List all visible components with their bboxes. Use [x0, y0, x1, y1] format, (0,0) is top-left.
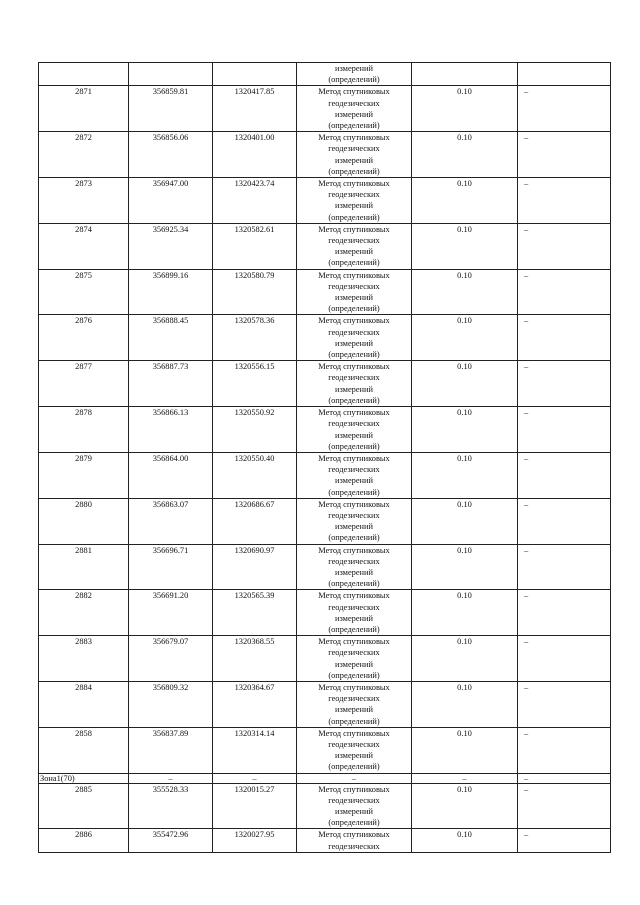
method-line: Метод спутниковых: [318, 453, 390, 463]
method-cell: [297, 86, 412, 132]
x-coordinate-cell: 356947.00: [129, 178, 213, 224]
note-cell: –: [518, 178, 611, 224]
accuracy-cell: 0.10: [412, 361, 518, 407]
method-line: (определений): [328, 624, 380, 634]
point-id-cell: [39, 63, 129, 86]
point-id-cell: 2871: [39, 86, 129, 132]
method-line: (определений): [328, 441, 380, 451]
note-cell: –: [518, 132, 611, 178]
method-cell: [297, 829, 412, 852]
method-line: геодезических: [328, 327, 380, 337]
x-coordinate-cell: 355472.96: [129, 829, 213, 852]
x-coordinate-cell: 356837.89: [129, 727, 213, 773]
accuracy-cell: 0.10: [412, 498, 518, 544]
method-line: измерений: [334, 705, 374, 715]
method-cell: –: [297, 773, 412, 783]
point-id-cell: 2883: [39, 636, 129, 682]
x-coordinate-cell: 356899.16: [129, 269, 213, 315]
method-line: Метод спутниковых: [318, 224, 390, 234]
note-cell: –: [518, 544, 611, 590]
x-coordinate-cell: 356809.32: [129, 681, 213, 727]
method-cell: [297, 223, 412, 269]
y-coordinate-cell: 1320565.39: [213, 590, 297, 636]
table-row: [39, 544, 611, 590]
y-coordinate-cell: 1320417.85: [213, 86, 297, 132]
y-coordinate-cell: 1320364.67: [213, 681, 297, 727]
note-cell: –: [518, 315, 611, 361]
table-row: [39, 681, 611, 727]
y-coordinate-cell: 1320686.67: [213, 498, 297, 544]
method-line: Метод спутниковых: [318, 591, 390, 601]
method-line: Метод спутниковых: [318, 830, 390, 840]
method-line: (определений): [328, 395, 380, 405]
accuracy-cell: –: [412, 773, 518, 783]
table-row: [39, 407, 611, 453]
method-line: измерений: [334, 807, 374, 816]
accuracy-cell: 0.10: [412, 86, 518, 132]
method-line: измерений: [334, 338, 374, 348]
method-line: (определений): [328, 818, 380, 828]
method-line: Метод спутниковых: [318, 682, 390, 692]
table-row: [39, 452, 611, 498]
point-id-cell: 2878: [39, 407, 129, 453]
accuracy-cell: 0.10: [412, 315, 518, 361]
accuracy-cell: 0.10: [412, 132, 518, 178]
method-cell: [297, 783, 412, 829]
method-line: измерений: [334, 522, 374, 532]
method-cell: [297, 63, 412, 86]
accuracy-cell: 0.10: [412, 407, 518, 453]
method-line: измерений: [334, 430, 374, 440]
x-coordinate-cell: 356863.07: [129, 498, 213, 544]
method-cell: [297, 681, 412, 727]
y-coordinate-cell: 1320690.97: [213, 544, 297, 590]
method-line: Метод спутниковых: [318, 545, 390, 555]
point-id-cell: 2879: [39, 452, 129, 498]
point-id-cell: 2881: [39, 544, 129, 590]
point-id-cell: 2872: [39, 132, 129, 178]
table-row: [39, 223, 611, 269]
method-line: (определений): [328, 533, 380, 543]
accuracy-cell: 0.10: [412, 223, 518, 269]
accuracy-cell: 0.10: [412, 544, 518, 590]
table-row: [39, 590, 611, 636]
point-id-cell: 2886: [39, 829, 129, 852]
accuracy-cell: 0.10: [412, 829, 518, 852]
point-id-cell: 2874: [39, 223, 129, 269]
method-line: геодезических: [328, 190, 380, 200]
method-line: Метод спутниковых: [318, 728, 390, 738]
table-row: [39, 315, 611, 361]
x-coordinate-cell: [129, 63, 213, 86]
method-line: (определений): [328, 487, 380, 497]
method-line: (определений): [328, 304, 380, 314]
method-line: Метод спутниковых: [318, 362, 390, 372]
note-cell: –: [518, 269, 611, 315]
accuracy-cell: [412, 63, 518, 86]
x-coordinate-cell: 356691.20: [129, 590, 213, 636]
x-coordinate-cell: 356864.00: [129, 452, 213, 498]
method-line: геодезических: [328, 98, 380, 108]
table-row-continued: [39, 63, 611, 86]
y-coordinate-cell: 1320582.61: [213, 223, 297, 269]
note-cell: –: [518, 361, 611, 407]
method-cell: [297, 269, 412, 315]
method-line: измерений: [334, 384, 374, 394]
note-cell: –: [518, 223, 611, 269]
method-line: геодезических: [328, 144, 380, 154]
method-line: измерений: [334, 293, 374, 303]
y-coordinate-cell: 1320015.27: [213, 783, 297, 829]
method-line: геодезических: [328, 465, 380, 475]
method-cell: [297, 544, 412, 590]
method-line: измерений: [334, 567, 374, 577]
table-row: [39, 636, 611, 682]
y-coordinate-cell: 1320580.79: [213, 269, 297, 315]
point-id-cell: 2877: [39, 361, 129, 407]
point-id-cell: 2882: [39, 590, 129, 636]
table-row: [39, 132, 611, 178]
zone-row: [39, 773, 611, 783]
method-line: измерений: [334, 109, 374, 119]
method-line: (определений): [328, 121, 380, 131]
accuracy-cell: 0.10: [412, 178, 518, 224]
point-id-cell: 2885: [39, 783, 129, 829]
x-coordinate-cell: –: [129, 773, 213, 783]
method-line: Метод спутниковых: [318, 784, 390, 794]
method-line: (определений): [328, 762, 380, 772]
accuracy-cell: 0.10: [412, 452, 518, 498]
method-cell: [297, 452, 412, 498]
x-coordinate-cell: 356696.71: [129, 544, 213, 590]
note-cell: –: [518, 829, 611, 852]
y-coordinate-cell: 1320550.92: [213, 407, 297, 453]
note-cell: –: [518, 636, 611, 682]
accuracy-cell: 0.10: [412, 590, 518, 636]
note-cell: –: [518, 590, 611, 636]
accuracy-cell: 0.10: [412, 636, 518, 682]
table-row: [39, 783, 611, 829]
method-line: Метод спутниковых: [318, 637, 390, 647]
method-line: геодезических: [328, 694, 380, 704]
method-line: (определений): [328, 350, 380, 360]
method-line: геодезических: [328, 281, 380, 291]
method-cell: [297, 178, 412, 224]
method-line: измерений: [334, 751, 374, 761]
table-row: [39, 498, 611, 544]
method-line: Метод спутниковых: [318, 316, 390, 326]
table-row: [39, 361, 611, 407]
note-cell: [518, 63, 611, 86]
point-id-cell: 2875: [39, 269, 129, 315]
accuracy-cell: 0.10: [412, 269, 518, 315]
x-coordinate-cell: 356856.06: [129, 132, 213, 178]
method-line: геодезических: [328, 510, 380, 520]
table-row: [39, 727, 611, 773]
point-id-cell: 2876: [39, 315, 129, 361]
method-line: геодезических: [328, 236, 380, 246]
note-cell: –: [518, 407, 611, 453]
method-cell: [297, 636, 412, 682]
note-cell: –: [518, 727, 611, 773]
y-coordinate-cell: 1320578.36: [213, 315, 297, 361]
point-id-cell: 2884: [39, 681, 129, 727]
method-line: геодезических: [328, 419, 380, 429]
y-coordinate-cell: 1320027.95: [213, 829, 297, 852]
method-line: (определений): [328, 166, 380, 176]
method-line: измерений: [334, 155, 374, 165]
table-row: [39, 269, 611, 315]
x-coordinate-cell: 356925.34: [129, 223, 213, 269]
note-cell: –: [518, 452, 611, 498]
method-cell: [297, 132, 412, 178]
x-coordinate-cell: 356887.73: [129, 361, 213, 407]
method-line: геодезических: [328, 795, 380, 805]
coordinates-table: [38, 62, 611, 853]
method-line: Метод спутниковых: [318, 270, 390, 280]
method-line: (определений): [328, 212, 380, 222]
method-line: измерений: [334, 64, 374, 73]
y-coordinate-cell: 1320556.15: [213, 361, 297, 407]
y-coordinate-cell: 1320423.74: [213, 178, 297, 224]
accuracy-cell: 0.10: [412, 783, 518, 829]
x-coordinate-cell: 356679.07: [129, 636, 213, 682]
y-coordinate-cell: 1320550.40: [213, 452, 297, 498]
y-coordinate-cell: –: [213, 773, 297, 783]
method-line: Метод спутниковых: [318, 408, 390, 418]
method-line: Метод спутниковых: [318, 499, 390, 509]
note-cell: –: [518, 783, 611, 829]
table-row: [39, 86, 611, 132]
method-cell: [297, 407, 412, 453]
method-line: (определений): [328, 75, 380, 85]
zone-label-cell: Зона1(70): [39, 773, 129, 783]
method-line: измерений: [334, 613, 374, 623]
method-line: геодезических: [328, 602, 380, 612]
note-cell: –: [518, 773, 611, 783]
x-coordinate-cell: 355528.33: [129, 783, 213, 829]
y-coordinate-cell: 1320368.55: [213, 636, 297, 682]
table-row: [39, 178, 611, 224]
method-line: Метод спутниковых: [318, 133, 390, 143]
accuracy-cell: 0.10: [412, 727, 518, 773]
method-cell: [297, 498, 412, 544]
method-line: геодезических: [328, 373, 380, 383]
method-line: геодезических: [328, 841, 380, 851]
y-coordinate-cell: [213, 63, 297, 86]
note-cell: –: [518, 681, 611, 727]
note-cell: –: [518, 86, 611, 132]
method-line: геодезических: [328, 648, 380, 658]
method-line: Метод спутниковых: [318, 87, 390, 97]
accuracy-cell: 0.10: [412, 681, 518, 727]
method-line: геодезических: [328, 739, 380, 749]
method-cell: [297, 727, 412, 773]
method-cell: [297, 315, 412, 361]
method-cell: [297, 590, 412, 636]
x-coordinate-cell: 356866.13: [129, 407, 213, 453]
method-line: измерений: [334, 201, 374, 211]
method-line: (определений): [328, 716, 380, 726]
method-cell: [297, 361, 412, 407]
y-coordinate-cell: 1320401.00: [213, 132, 297, 178]
x-coordinate-cell: 356859.81: [129, 86, 213, 132]
point-id-cell: 2873: [39, 178, 129, 224]
table-row: [39, 829, 611, 852]
point-id-cell: 2880: [39, 498, 129, 544]
method-line: Метод спутниковых: [318, 179, 390, 189]
method-line: измерений: [334, 247, 374, 257]
method-line: измерений: [334, 659, 374, 669]
method-line: (определений): [328, 258, 380, 268]
method-line: (определений): [328, 670, 380, 680]
note-cell: –: [518, 498, 611, 544]
method-line: геодезических: [328, 556, 380, 566]
point-id-cell: 2858: [39, 727, 129, 773]
y-coordinate-cell: 1320314.14: [213, 727, 297, 773]
method-line: (определений): [328, 579, 380, 589]
method-line: измерений: [334, 476, 374, 486]
x-coordinate-cell: 356888.45: [129, 315, 213, 361]
